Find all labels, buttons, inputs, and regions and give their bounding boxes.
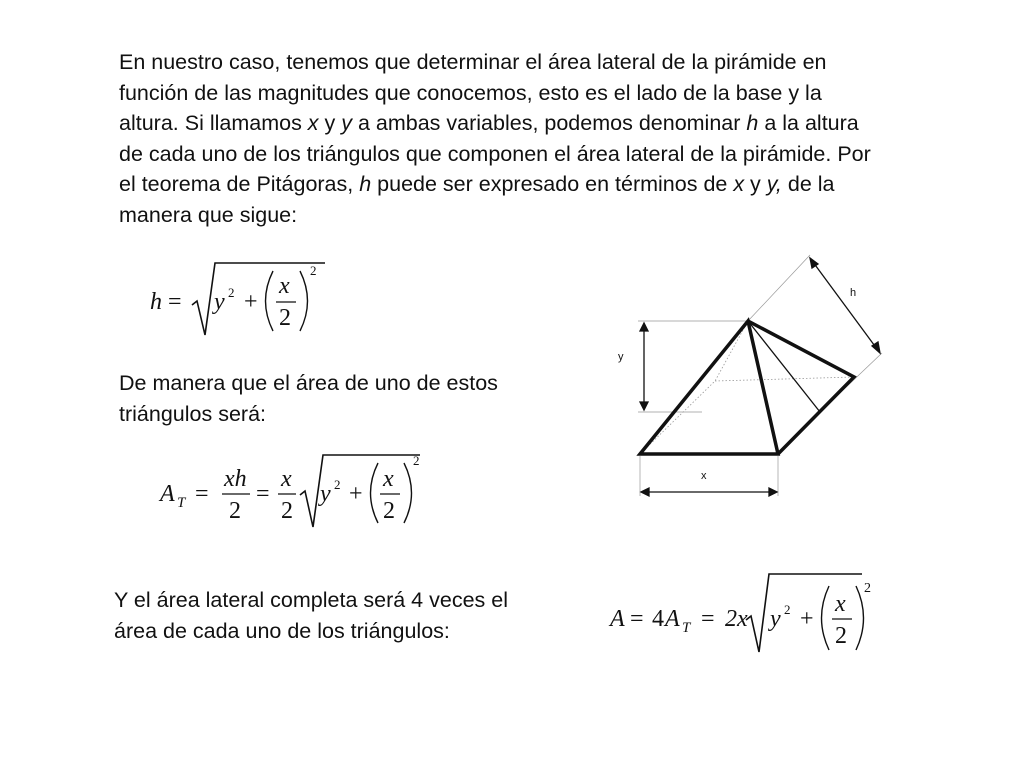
formula-h-y-exp: 2: [228, 285, 235, 300]
pyramid-diagram: [600, 250, 900, 510]
variable-text: h: [359, 172, 372, 196]
variable-text: y: [341, 111, 352, 135]
formula-at-eq1: =: [195, 481, 209, 507]
formula-a-plus: +: [800, 606, 814, 632]
right-paren: [300, 271, 308, 331]
paragraph-text: En nuestro caso, tenemos que determinar el área lateral de la pirámide en función de las magnitudes que conocemos, esto es el lado de la base y la altura. Si llamamos: [119, 50, 827, 135]
x-arrow-left: [641, 488, 649, 496]
paragraph-text: a ambas variables, podemos denominar: [352, 111, 747, 135]
formula-a-y-exp: 2: [784, 602, 791, 617]
variable-text: x: [733, 172, 745, 196]
formula-a-sub: T: [682, 620, 691, 636]
y-arrow-top: [640, 323, 648, 331]
formula-a-y: y: [770, 606, 781, 632]
formula-at-eq2: =: [256, 481, 270, 507]
formula-at: [150, 445, 450, 535]
lateral-area-paragraph: Y el área lateral completa será 4 veces el área de cada uno de los triángulos:: [114, 588, 508, 643]
hidden-edge-apex: [715, 321, 748, 381]
paragraph-text: de la manera que sigue:: [119, 172, 835, 227]
h-dimension-line: [810, 258, 880, 353]
x-arrow-right: [769, 488, 777, 496]
formula-h: [140, 255, 340, 345]
formula-h-outer-exp: 2: [310, 263, 317, 278]
formula-h-num: x: [279, 273, 290, 299]
formula-h-equals: =: [168, 289, 182, 315]
paragraph-text: y: [318, 111, 342, 135]
left-paren: [371, 463, 379, 523]
variable-text: y,: [766, 172, 782, 196]
y-arrow-bottom: [640, 402, 648, 410]
formula-at-den2: 2: [281, 498, 293, 524]
formula-a: [600, 570, 890, 660]
left-paren: [266, 271, 274, 331]
formula-at-y: y: [320, 481, 331, 507]
right-paren: [856, 586, 864, 650]
intro-paragraph: [119, 47, 879, 230]
right-paren: [404, 463, 412, 523]
formula-at-den3: 2: [383, 498, 395, 524]
formula-at-y-exp: 2: [334, 477, 341, 492]
formula-at-sub: T: [177, 495, 186, 511]
formula-a-outer-exp: 2: [864, 581, 871, 596]
formula-a-a2: A: [665, 606, 680, 632]
formula-a-num: x: [835, 591, 846, 617]
label-y: y: [618, 351, 624, 363]
formula-a-den: 2: [835, 623, 847, 649]
variable-text: h: [746, 111, 759, 135]
label-x: x: [701, 470, 707, 482]
paragraph-text: y: [744, 172, 767, 196]
variable-text: x: [307, 111, 319, 135]
paragraph-text: a la altura de cada uno de los triángulos que componen el área lateral de la pirámide. Por el teorema de Pitágoras,: [119, 111, 871, 196]
formula-a-eq2: =: [701, 606, 715, 632]
formula-h-plus: +: [244, 289, 258, 315]
formula-a-a: A: [610, 606, 625, 632]
formula-h-lhs: h: [150, 289, 162, 315]
formula-a-eq1: =: [630, 606, 644, 632]
formula-at-outer-exp: 2: [413, 453, 420, 468]
formula-at-num3: x: [383, 466, 394, 492]
label-h: h: [850, 287, 857, 299]
hidden-edge-base-left: [640, 381, 715, 454]
left-paren: [822, 586, 830, 650]
formula-a-coef: 4: [652, 606, 664, 632]
formula-at-plus: +: [349, 481, 363, 507]
formula-h-den: 2: [279, 305, 291, 331]
hidden-edge-base-back: [715, 377, 854, 381]
formula-at-num2: x: [281, 466, 292, 492]
formula-at-num1: xh: [224, 466, 247, 492]
formula-at-a: A: [160, 481, 175, 507]
formula-a-coef2: 2x: [725, 606, 748, 632]
witness-line-apex: [748, 255, 810, 321]
formula-h-y: y: [214, 289, 225, 315]
triangle-area-paragraph: De manera que el área de uno de estos triángulos será:: [119, 371, 498, 426]
formula-at-den1: 2: [229, 498, 241, 524]
sqrt-sign: [192, 263, 325, 335]
paragraph-text: puede ser expresado en términos de: [371, 172, 734, 196]
